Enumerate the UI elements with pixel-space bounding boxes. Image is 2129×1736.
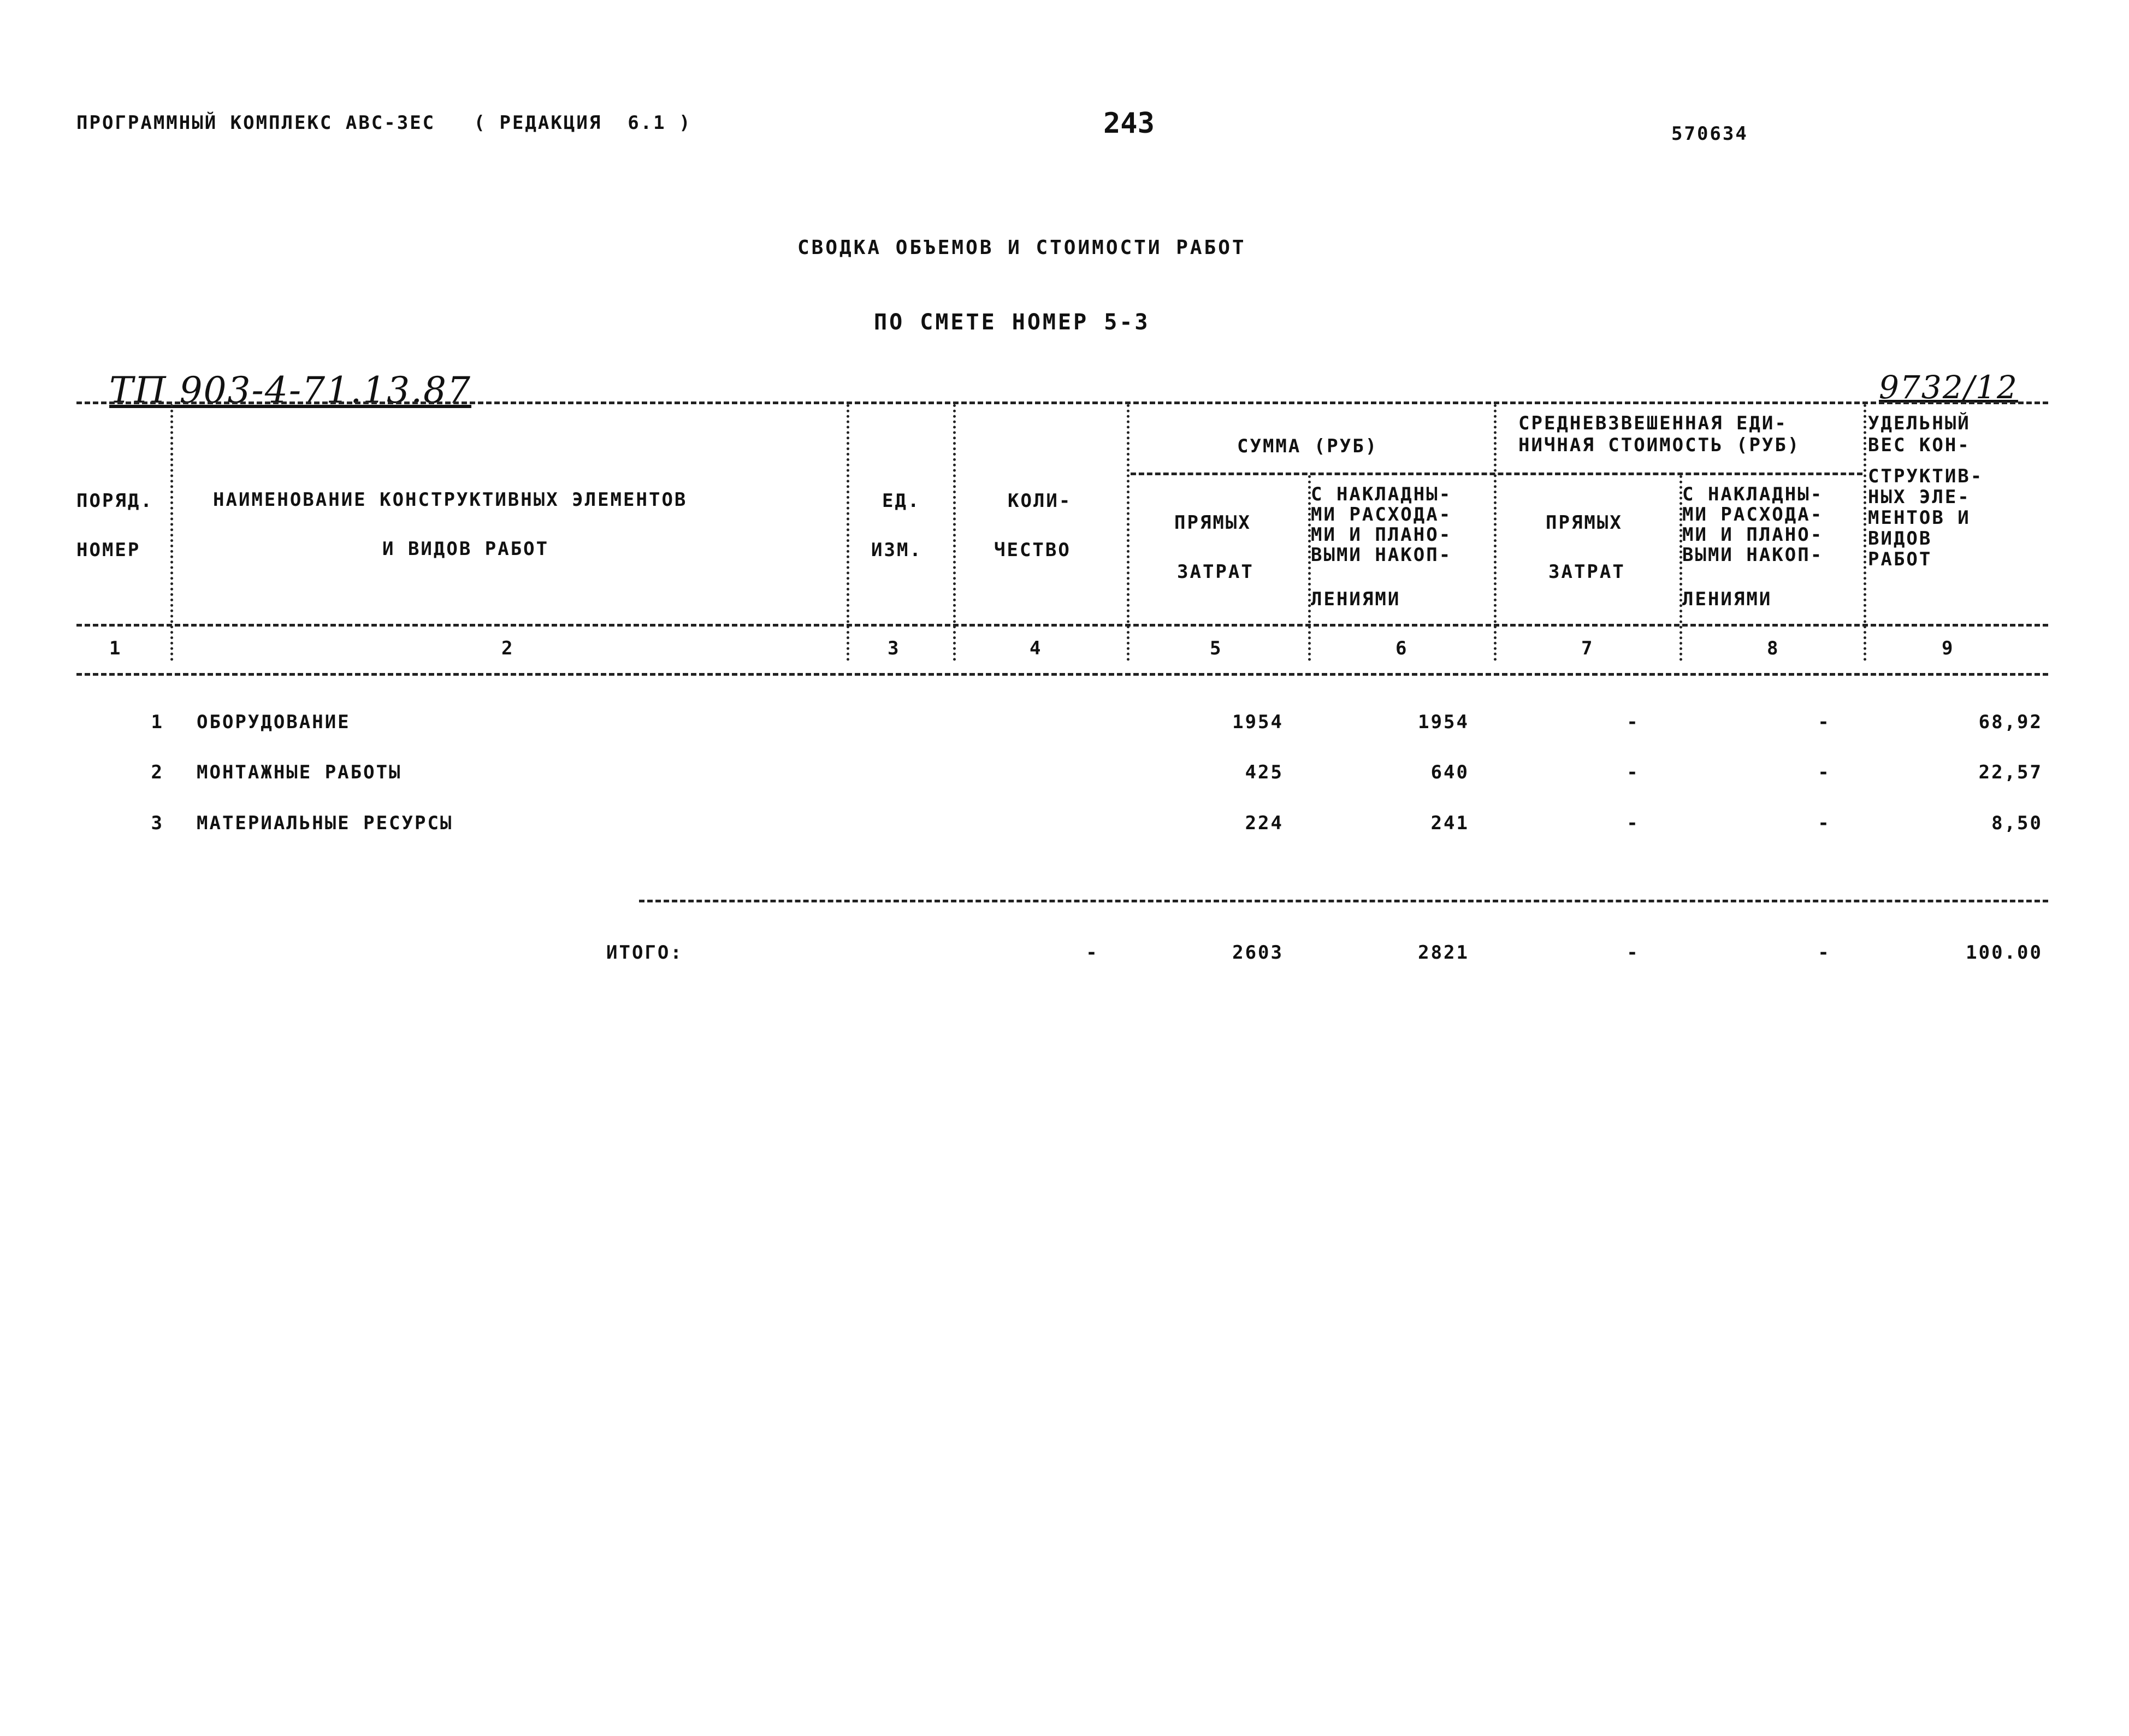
- document-subtitle: ПО СМЕТЕ НОМЕР 5-3: [874, 310, 1150, 335]
- col-separator: [953, 404, 956, 661]
- document-title: СВОДКА ОБЪЕМОВ И СТОИМОСТИ РАБОТ: [797, 237, 1246, 259]
- table-top-rule: [76, 401, 2048, 404]
- col-separator: [847, 404, 849, 661]
- colnum-bottom-rule: [76, 673, 2048, 676]
- document-code: 570634: [1671, 123, 1748, 145]
- col-separator: [1494, 404, 1497, 661]
- page-number: 243: [1103, 107, 1155, 140]
- header-bottom-rule: [76, 624, 2048, 627]
- group-header-rule: [1131, 473, 1862, 475]
- program-header: ПРОГРАММНЫЙ КОМПЛЕКС АВС-3ЕС ( РЕДАКЦИЯ 6.1 ): [76, 112, 692, 134]
- col-separator: [170, 404, 173, 661]
- handwritten-number: 9732/12: [1879, 369, 2018, 406]
- total-rule: [639, 900, 2048, 902]
- handwritten-project-code: ТП 903-4-71.13.87: [109, 369, 472, 411]
- col-separator: [1127, 404, 1129, 661]
- header-sum-group: СУММА (РУБ): [1237, 435, 1379, 457]
- col-separator: [1864, 404, 1866, 661]
